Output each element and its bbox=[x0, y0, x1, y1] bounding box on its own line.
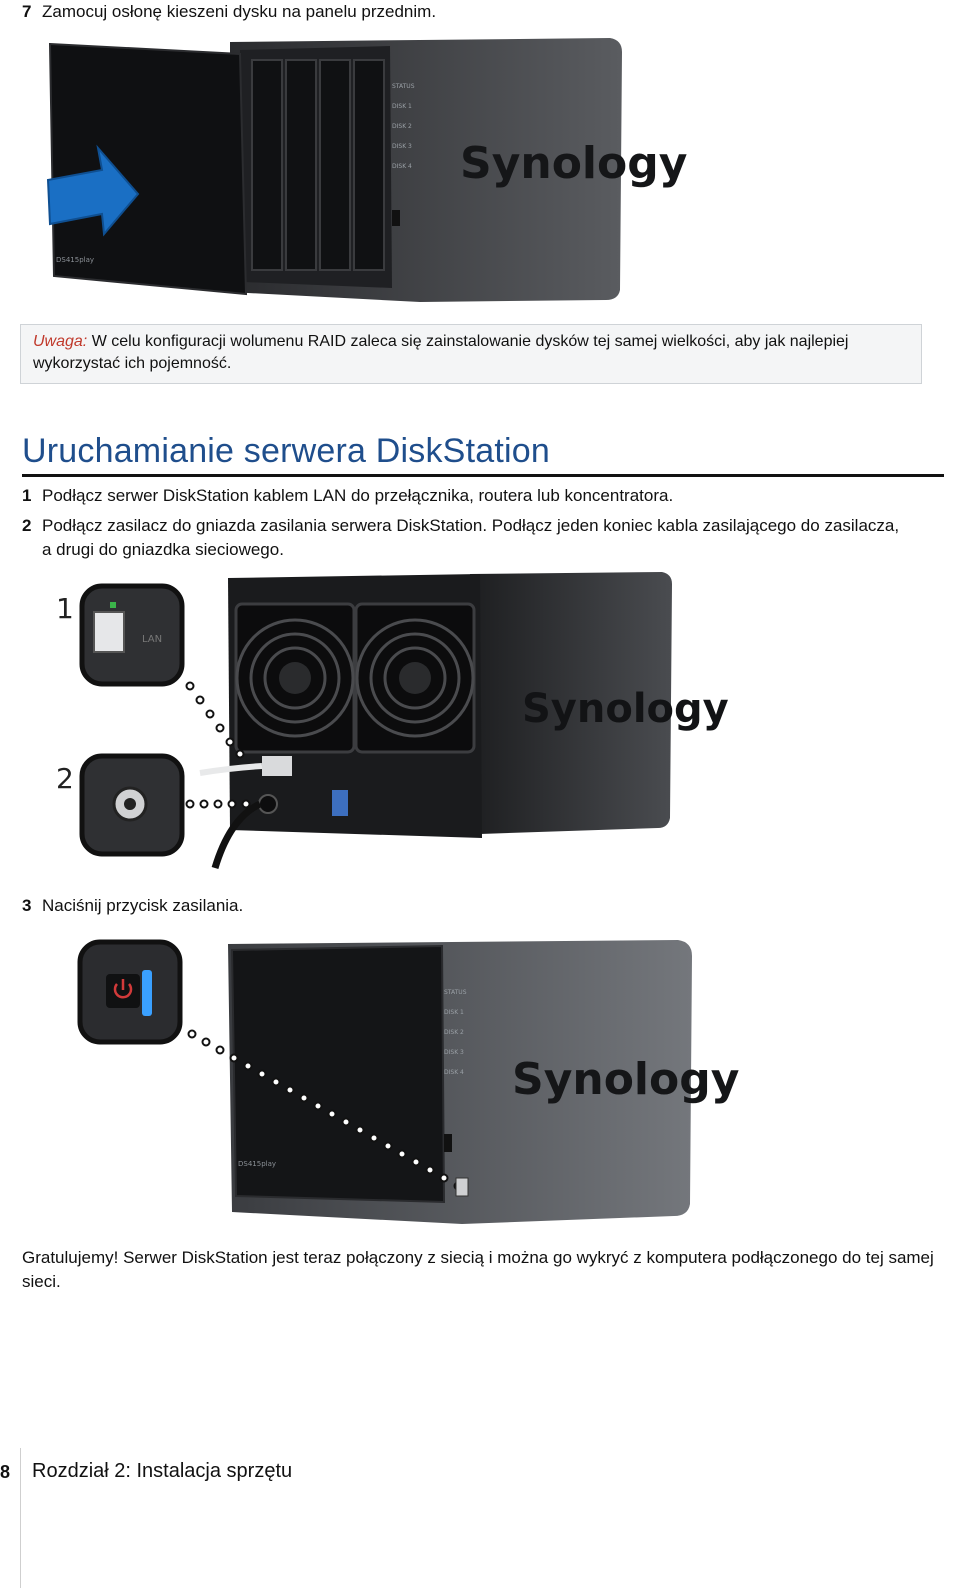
step-text: Podłącz serwer DiskStation kablem LAN do przełącznika, routera lub koncentratora. bbox=[42, 486, 674, 505]
chapter-title: Rozdział 2: Instalacja sprzętu bbox=[32, 1460, 293, 1482]
final-paragraph: Gratulujemy! Serwer DiskStation jest teraz połączony z siecią i można go wykryć z komputera podłączonego do tej samej sieci. bbox=[22, 1248, 934, 1291]
step-1 bbox=[22, 484, 673, 508]
step-number: 1 bbox=[22, 486, 32, 505]
led-label-disk4: DISK 4 bbox=[444, 1069, 464, 1076]
brand-logo: Synology bbox=[522, 686, 729, 732]
brand-logo: Synology bbox=[460, 138, 688, 189]
callout-number: 1 bbox=[56, 592, 74, 625]
section-title: Uruchamianie serwera DiskStation bbox=[22, 432, 550, 470]
led-label-disk1: DISK 1 bbox=[444, 1009, 464, 1016]
illustration-rear-panel bbox=[50, 568, 729, 878]
step-text: Podłącz zasilacz do gniazda zasilania serwera DiskStation. Podłącz jeden koniec kabla zasilającego do zasilacza, a drugi do gniazdka sieciowego. bbox=[42, 516, 900, 559]
lan-label: LAN bbox=[142, 634, 163, 645]
model-label: DS415play bbox=[56, 256, 95, 264]
step-3 bbox=[22, 894, 243, 918]
illustration-power-button bbox=[72, 934, 740, 1234]
led-label-disk2: DISK 2 bbox=[444, 1029, 464, 1036]
model-label: DS415play bbox=[238, 1160, 277, 1168]
led-label-status: STATUS bbox=[392, 83, 415, 90]
led-label-disk3: DISK 3 bbox=[392, 143, 412, 150]
step-2 bbox=[22, 514, 922, 562]
led-label-disk2: DISK 2 bbox=[392, 123, 412, 130]
step-number: 3 bbox=[22, 896, 32, 915]
note-label: Uwaga: bbox=[33, 333, 88, 350]
callout-number: 2 bbox=[56, 762, 74, 795]
illustration-front-panel bbox=[40, 30, 688, 310]
step-7 bbox=[22, 0, 436, 24]
led-label-disk1: DISK 1 bbox=[392, 103, 412, 110]
step-number: 2 bbox=[22, 516, 32, 535]
note-box bbox=[20, 324, 922, 384]
step-number: 7 bbox=[22, 2, 32, 21]
led-label-status: STATUS bbox=[444, 989, 467, 996]
step-text: Naciśnij przycisk zasilania. bbox=[42, 896, 244, 915]
footer-rule bbox=[20, 1448, 21, 1588]
led-label-disk3: DISK 3 bbox=[444, 1049, 464, 1056]
led-label-disk4: DISK 4 bbox=[392, 163, 412, 170]
note-text: W celu konfiguracji wolumenu RAID zaleca się zainstalowanie dysków tej samej wielkości, aby jak najlepiej wykorzystać ich pojemność. bbox=[33, 333, 849, 372]
brand-logo: Synology bbox=[512, 1054, 740, 1105]
heading-rule bbox=[22, 474, 944, 477]
page-number: 8 bbox=[0, 1462, 11, 1482]
step-text: Zamocuj osłonę kieszeni dysku na panelu przednim. bbox=[42, 2, 437, 21]
